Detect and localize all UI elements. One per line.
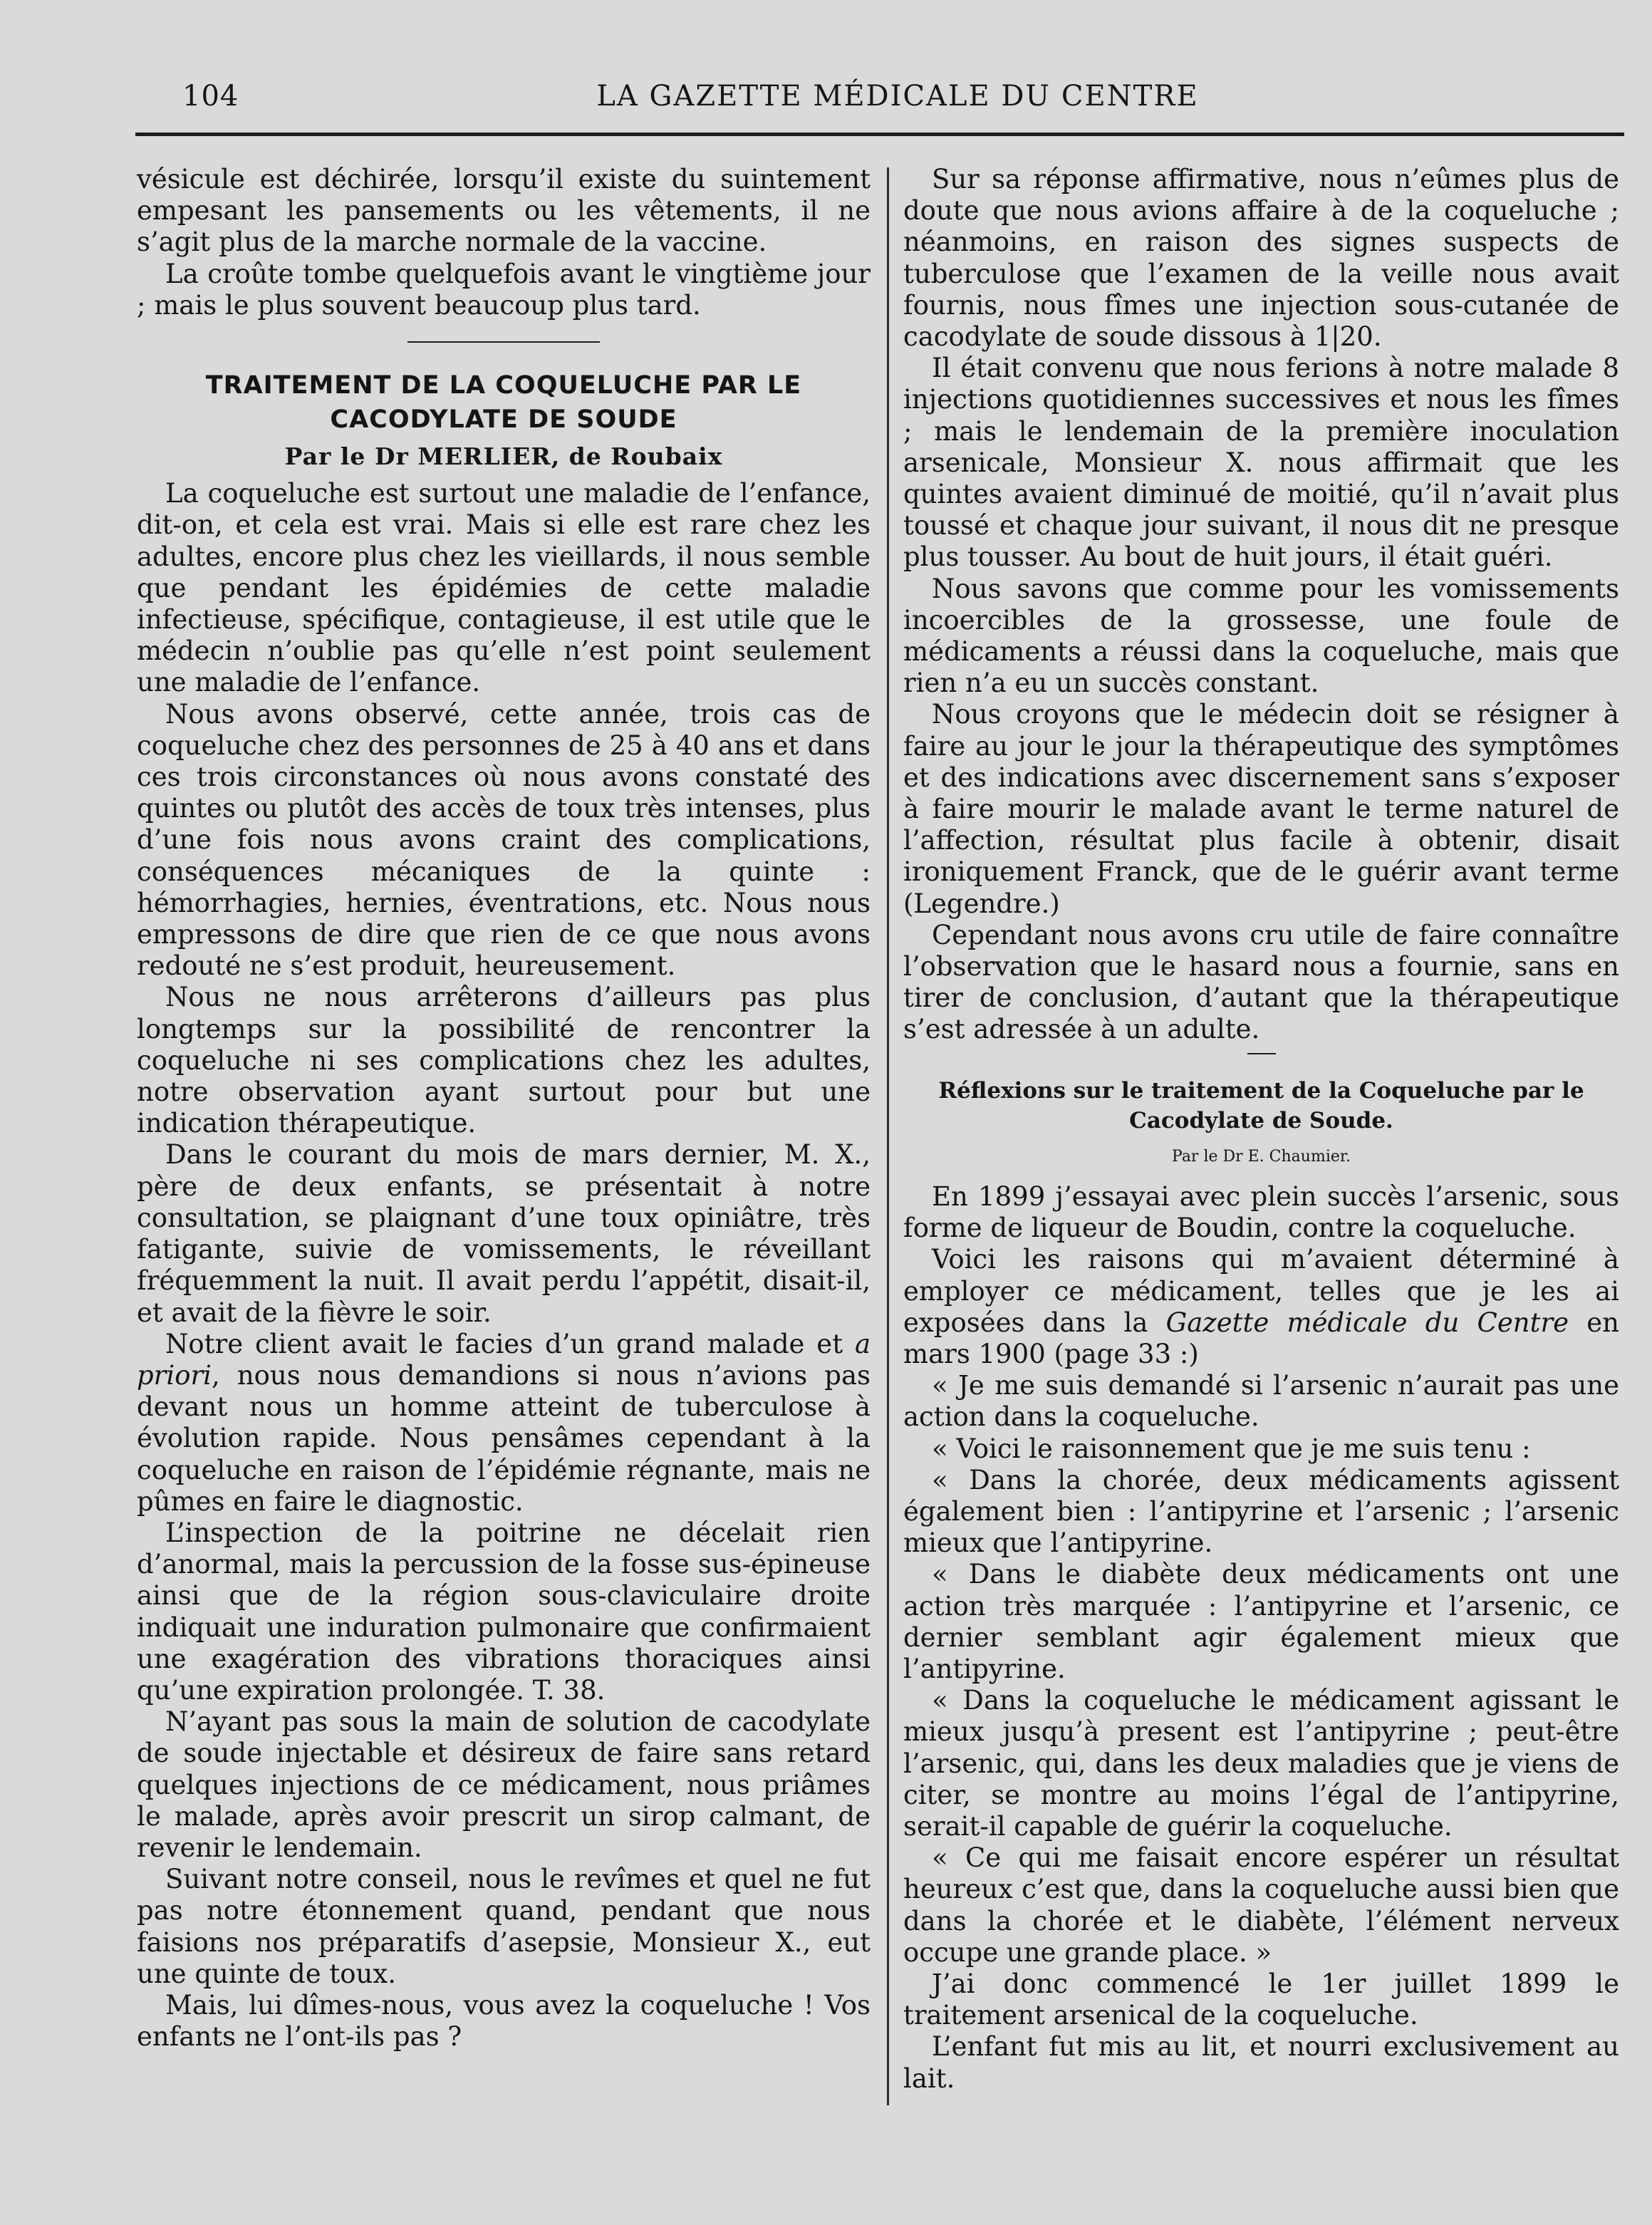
italic-phrase: a priori — [137, 1328, 871, 1391]
paragraph: Nous savons que comme pour les vomissements incoercibles de la grossesse, une foule de médicaments a réussi dans la coqueluche, mais que rien n’a eu un succès constant. — [903, 573, 1619, 699]
paragraph: En 1899 j’essayai avec plein succès l’arsenic, sous forme de liqueur de Boudin, contre la coqueluche. — [903, 1181, 1619, 1244]
paragraph: La croûte tombe quelquefois avant le vingtième jour ; mais le plus souvent beaucoup plus tard. — [137, 258, 871, 321]
paragraph: Suivant notre conseil, nous le revîmes et quel ne fut pas notre étonnement quand, pendant que nous faisions nos préparatifs d’asepsie, Monsieur X., eut une quinte de toux. — [137, 1864, 871, 1989]
paragraph-text: Notre client avait le facies d’un grand malade et — [165, 1328, 855, 1359]
paragraph-text: , nous nous demandions si nous n’avions pas devant nous un homme atteint de tuberculose à évolution rapide. Nous pensâmes cependant à la coqueluche en raison de l’épidémie régnante, mais ne pûmes en faire le diagnostic. — [137, 1359, 871, 1517]
paragraph: « Dans la coqueluche le médicament agissant le mieux jusqu’à present est l’antipyrine ; peut-être l’arsenic, qui, dans les deux maladies que je viens de citer, se montre au moins l’égal de l’antipyrine, serait-il capable de guérir la coqueluche. — [903, 1685, 1619, 1842]
page-header — [178, 80, 1617, 123]
paragraph: J’ai donc commencé le 1er juillet 1899 le traitement arsenical de la coqueluche. — [903, 1968, 1619, 2031]
paragraph: L’inspection de la poitrine ne décelait rien d’anormal, mais la percussion de la fosse sus-épineuse ainsi que de la région sous-claviculaire droite indiquait une induration pulmonaire que confirmaient une exagération des vibrations thoraciques ainsi qu’une expiration prolongée. T. 38. — [137, 1517, 871, 1706]
paragraph: Cependant nous avons cru utile de faire connaître l’observation que le hasard nous a fournie, sans en tirer de conclusion, d’autant que la thérapeutique s’est adressée à un adulte. — [903, 919, 1619, 1045]
section-separator — [407, 341, 600, 343]
paragraph: « Je me suis demandé si l’arsenic n’aurait pas une action dans la coqueluche. — [903, 1370, 1619, 1433]
paragraph-text: Voici les raisons qui m’avaient déterminé à employer ce médicament, telles que je les ai exposées dans la — [903, 1244, 1619, 1338]
running-title: LA GAZETTE MÉDICALE DU CENTRE — [596, 80, 1199, 113]
paragraph — [903, 1244, 1619, 1370]
right-column — [903, 164, 1619, 2095]
paragraph: vésicule est déchirée, lorsqu’il existe du suintement empesant les pansements ou les vêtements, il ne s’agit plus de la marche normale de la vaccine. — [137, 164, 871, 258]
article-title: Réflexions sur le traitement de la Coqueluche par le Cacodylate de Soude. — [938, 1077, 1584, 1134]
paragraph: Il était convenu que nous ferions à notre malade 8 injections quotidiennes successives et nous les fîmes ; mais le lendemain de la première inoculation arsenicale, Monsieur X. nous affirmait que les quintes avaient diminué de moitié, qu’il n’avait plus toussé et chaque jour suivant, il nous dit ne presque plus tousser. Au bout de huit jours, il était guéri. — [903, 353, 1619, 573]
paragraph — [137, 1329, 871, 1518]
paragraph: Sur sa réponse affirmative, nous n’eûmes plus de doute que nous avions affaire à de la coqueluche ; néanmoins, en raison des signes suspects de tuberculose que l’examen de la veille nous avait fournis, nous fîmes une injection sous-cutanée de cacodylate de soude dissous à 1|20. — [903, 164, 1619, 353]
header-rule — [135, 133, 1624, 136]
paragraph: Dans le courant du mois de mars dernier, M. X., père de deux enfants, se présentait à notre consultation, se plaignant d’une toux opiniâtre, très fatigante, suivie de vomissements, le réveillant fréquemment la nuit. Il avait perdu l’appétit, disait-il, et avait de la fièvre le soir. — [137, 1139, 871, 1328]
paragraph: « Voici le raisonnement que je me suis tenu : — [932, 1433, 1531, 1464]
paragraph: L’enfant fut mis au lit, et nourri exclusivement au lait. — [903, 2031, 1619, 2094]
article-author: Par le Dr MERLIER, de Roubaix — [284, 442, 723, 471]
article-author: Par le Dr E. Chaumier. — [1172, 1147, 1351, 1166]
paragraph-text: en mars 1900 (page 33 :) — [903, 1307, 1620, 1369]
column-divider — [887, 167, 889, 2105]
paragraph: Mais, lui dîmes-nous, vous avez la coqueluche ! Vos enfants ne l’ont-ils pas ? — [137, 1989, 871, 2053]
section-separator — [1247, 1053, 1276, 1054]
paragraph: Nous croyons que le médecin doit se résigner à faire au jour le jour la thérapeutique des symptômes et des indications avec discernement sans s’exposer à faire mourir le malade avant le terme naturel de l’affection, résultat plus facile à obtenir, disait ironiquement Franck, que de le guérir avant terme (Legendre.) — [903, 699, 1619, 919]
article-title: TRAITEMENT DE LA COQUELUCHE PAR LE CACODYLATE DE SOUDE — [205, 371, 802, 435]
paragraph: « Dans le diabète deux médicaments ont une action très marquée : l’antipyrine et l’arsenic, ce dernier semblant agir également mieux que l’antipyrine. — [903, 1559, 1619, 1684]
left-column — [137, 164, 871, 2053]
italic-phrase: Gazette médicale du Centre — [1165, 1307, 1569, 1338]
paragraph: La coqueluche est surtout une maladie de l’enfance, dit-on, et cela est vrai. Mais si elle est rare chez les adultes, encore plus chez les vieillards, il nous semble que pendant les épidémies de cette maladie infectieuse, spécifique, contagieuse, il est utile que le médecin n’oublie pas qu’elle n’est point seulement une maladie de l’enfance. — [137, 478, 871, 698]
paragraph: N’ayant pas sous la main de solution de cacodylate de soude injectable et désireux de faire sans retard quelques injections de ce médicament, nous priâmes le malade, après avoir prescrit un sirop calmant, de revenir le lendemain. — [137, 1706, 871, 1863]
page-number: 104 — [182, 80, 239, 113]
paragraph: Nous ne nous arrêterons d’ailleurs pas plus longtemps sur la possibilité de rencontrer la coqueluche ni ses complications chez les adultes, notre observation ayant surtout pour but une indication thérapeutique. — [137, 982, 871, 1139]
paragraph: « Dans la chorée, deux médicaments agissent également bien : l’antipyrine et l’arsenic ; l’arsenic mieux que l’antipyrine. — [903, 1464, 1619, 1559]
paragraph: Nous avons observé, cette année, trois cas de coqueluche chez des personnes de 25 à 40 ans et dans ces trois circonstances où nous avons constaté des quintes ou plutôt des accès de toux très intenses, plus d’une fois nous avons craint des complications, conséquences mécaniques de la quinte : hémorrhagies, hernies, éventrations, etc. Nous nous empressons de dire que rien de ce que nous avons redouté ne s’est produit, heureusement. — [137, 698, 871, 982]
paragraph: « Ce qui me faisait encore espérer un résultat heureux c’est que, dans la coqueluche aussi bien que dans la chorée et le diabète, l’élément nerveux occupe une grande place. » — [903, 1842, 1619, 1968]
